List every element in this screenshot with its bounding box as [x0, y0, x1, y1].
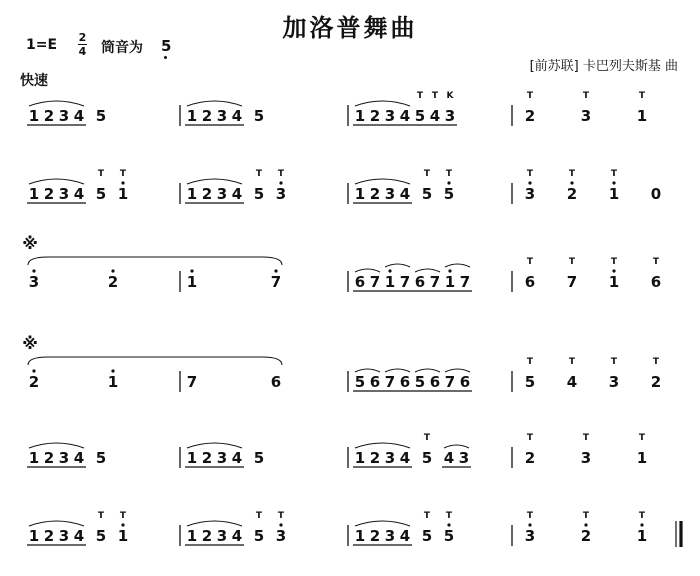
- note: 1: [28, 449, 40, 467]
- note: 3: [275, 527, 287, 545]
- note: 4: [399, 107, 411, 125]
- slur: [355, 269, 380, 272]
- note: 1: [354, 107, 366, 125]
- note: 1: [117, 527, 129, 545]
- slur: [444, 445, 469, 448]
- tonguing-mark: T: [277, 169, 285, 179]
- tonguing-mark: T: [568, 257, 576, 267]
- octave-dot-high: [447, 523, 450, 526]
- tonguing-mark: K: [446, 91, 454, 101]
- note: 4: [399, 449, 411, 467]
- note: 4: [231, 107, 243, 125]
- tonguing-mark: T: [416, 91, 424, 101]
- tonguing-mark: T: [526, 91, 534, 101]
- slur: [445, 264, 470, 267]
- note: 1: [186, 107, 198, 125]
- note: 3: [444, 107, 456, 125]
- note: 1: [186, 449, 198, 467]
- octave-dot-high: [612, 269, 615, 272]
- segno-sign: ※: [22, 334, 38, 353]
- octave-dot-high: [612, 181, 615, 184]
- note: 3: [458, 449, 470, 467]
- note: 6: [354, 273, 366, 291]
- note: 3: [216, 107, 228, 125]
- key-signature: 1=E: [26, 37, 58, 53]
- note: 3: [580, 449, 592, 467]
- octave-dot-high: [279, 523, 282, 526]
- time-signature-numerator: 2: [78, 31, 87, 44]
- note: 3: [384, 107, 396, 125]
- note: 3: [216, 527, 228, 545]
- octave-dot-high: [32, 269, 35, 272]
- tonguing-mark: T: [582, 91, 590, 101]
- octave-dot-high: [111, 369, 114, 372]
- octave-dot-high: [121, 181, 124, 184]
- slur: [187, 179, 242, 184]
- tempo-marking: 快速: [20, 73, 48, 89]
- note: 4: [73, 107, 85, 125]
- tonguing-mark: T: [526, 511, 534, 521]
- note: 6: [650, 273, 662, 291]
- octave-dot-high: [279, 181, 282, 184]
- note: 4: [231, 449, 243, 467]
- slur: [29, 179, 84, 184]
- tone-label: 筒音为: [101, 40, 143, 56]
- note: 5: [443, 185, 455, 203]
- note: 4: [73, 527, 85, 545]
- note: 3: [580, 107, 592, 125]
- note: 5: [414, 373, 426, 391]
- note: 3: [58, 449, 70, 467]
- note: 1: [354, 449, 366, 467]
- note: 1: [28, 527, 40, 545]
- segno-sign: ※: [22, 234, 38, 253]
- note: 6: [429, 373, 441, 391]
- tonguing-mark: T: [582, 433, 590, 443]
- note: 2: [524, 107, 536, 125]
- note: 3: [524, 527, 536, 545]
- slur: [29, 101, 84, 106]
- note: 5: [253, 185, 265, 203]
- note: 5: [421, 527, 433, 545]
- tonguing-mark: T: [526, 257, 534, 267]
- octave-dot-high: [570, 181, 573, 184]
- note: 7: [384, 373, 396, 391]
- note: 1: [384, 273, 396, 291]
- octave-dot-high: [640, 523, 643, 526]
- octave-dot-high: [448, 269, 451, 272]
- tonguing-mark: T: [445, 169, 453, 179]
- octave-dot-high: [32, 369, 35, 372]
- note: 6: [270, 373, 282, 391]
- note: 2: [369, 107, 381, 125]
- note: 7: [270, 273, 282, 291]
- tonguing-mark: T: [610, 257, 618, 267]
- note: 1: [186, 273, 198, 291]
- note: 2: [43, 107, 55, 125]
- note: 1: [636, 107, 648, 125]
- note: 5: [421, 449, 433, 467]
- note: 2: [369, 527, 381, 545]
- note: 3: [216, 449, 228, 467]
- note: 2: [566, 185, 578, 203]
- note: 1: [444, 273, 456, 291]
- note: 2: [201, 185, 213, 203]
- note: 2: [580, 527, 592, 545]
- note: 3: [216, 185, 228, 203]
- time-signature-denominator: 4: [78, 45, 87, 58]
- note: 0: [650, 185, 662, 203]
- tonguing-mark: T: [97, 511, 105, 521]
- tonguing-mark: T: [568, 169, 576, 179]
- note: 5: [443, 527, 455, 545]
- note: 5: [253, 449, 265, 467]
- tonguing-mark: T: [610, 357, 618, 367]
- note: 1: [636, 449, 648, 467]
- note: 2: [43, 449, 55, 467]
- note: 7: [186, 373, 198, 391]
- note: 4: [231, 527, 243, 545]
- tonguing-mark: T: [638, 511, 646, 521]
- note: 5: [421, 185, 433, 203]
- tonguing-mark: T: [638, 91, 646, 101]
- octave-dot-high: [388, 269, 391, 272]
- note: 2: [43, 527, 55, 545]
- slur: [187, 101, 242, 106]
- note: 6: [369, 373, 381, 391]
- tonguing-mark: T: [255, 511, 263, 521]
- octave-dot-high: [528, 181, 531, 184]
- note: 3: [58, 527, 70, 545]
- octave-dot-high: [111, 269, 114, 272]
- note: 1: [354, 527, 366, 545]
- note: 7: [399, 273, 411, 291]
- tonguing-mark: T: [610, 169, 618, 179]
- note: 4: [399, 527, 411, 545]
- tonguing-mark: T: [431, 91, 439, 101]
- slur: [385, 369, 410, 372]
- note: 4: [231, 185, 243, 203]
- note: 3: [28, 273, 40, 291]
- note: 4: [429, 107, 441, 125]
- slur: [445, 369, 470, 372]
- note: 2: [369, 185, 381, 203]
- note: 1: [608, 185, 620, 203]
- note: 2: [201, 527, 213, 545]
- note: 2: [201, 449, 213, 467]
- note: 5: [524, 373, 536, 391]
- tonguing-mark: T: [526, 169, 534, 179]
- note: 3: [384, 185, 396, 203]
- note: 2: [369, 449, 381, 467]
- slur: [187, 521, 242, 526]
- tonguing-mark: T: [97, 169, 105, 179]
- tonguing-mark: T: [277, 511, 285, 521]
- note: 2: [201, 107, 213, 125]
- note: 6: [524, 273, 536, 291]
- note: 1: [117, 185, 129, 203]
- note: 1: [636, 527, 648, 545]
- octave-dot-high: [274, 269, 277, 272]
- note: 2: [650, 373, 662, 391]
- octave-dot-high: [121, 523, 124, 526]
- slur: [355, 179, 410, 184]
- note: 3: [524, 185, 536, 203]
- note: 5: [95, 449, 107, 467]
- note: 6: [414, 273, 426, 291]
- long-slur: [28, 257, 282, 265]
- tonguing-mark: T: [526, 433, 534, 443]
- note: 3: [608, 373, 620, 391]
- tone-note: 5: [161, 37, 172, 55]
- note: 4: [73, 449, 85, 467]
- octave-dot-high: [584, 523, 587, 526]
- note: 3: [275, 185, 287, 203]
- tonguing-mark: T: [255, 169, 263, 179]
- tonguing-mark: T: [423, 169, 431, 179]
- note: 7: [444, 373, 456, 391]
- note: 1: [608, 273, 620, 291]
- note: 4: [566, 373, 578, 391]
- note: 2: [28, 373, 40, 391]
- slur: [355, 369, 380, 372]
- note: 3: [384, 449, 396, 467]
- note: 3: [384, 527, 396, 545]
- tonguing-mark: T: [119, 169, 127, 179]
- note: 5: [253, 527, 265, 545]
- note: 1: [107, 373, 119, 391]
- tonguing-mark: T: [638, 433, 646, 443]
- long-slur: [28, 357, 282, 365]
- tonguing-mark: T: [652, 257, 660, 267]
- slur: [415, 269, 440, 272]
- note: 6: [459, 373, 471, 391]
- note: 2: [107, 273, 119, 291]
- slur: [29, 521, 84, 526]
- note: 5: [253, 107, 265, 125]
- slur: [415, 369, 440, 372]
- note: 1: [354, 185, 366, 203]
- score-title: 加洛普舞曲: [282, 13, 418, 42]
- slur: [29, 443, 84, 448]
- composer-credit: [前苏联] 卡巴列夫斯基 曲: [529, 59, 678, 74]
- note: 7: [459, 273, 471, 291]
- note: 5: [414, 107, 426, 125]
- octave-dot-high: [528, 523, 531, 526]
- slur: [187, 443, 242, 448]
- slur: [385, 264, 410, 267]
- tonguing-mark: T: [423, 433, 431, 443]
- tonguing-mark: T: [119, 511, 127, 521]
- octave-dot-high: [447, 181, 450, 184]
- note: 4: [443, 449, 455, 467]
- note: 4: [73, 185, 85, 203]
- note: 3: [58, 185, 70, 203]
- tonguing-mark: T: [568, 357, 576, 367]
- slur: [355, 521, 410, 526]
- note: 5: [95, 107, 107, 125]
- note: 1: [28, 107, 40, 125]
- note: 7: [429, 273, 441, 291]
- tonguing-mark: T: [445, 511, 453, 521]
- note: 2: [43, 185, 55, 203]
- note: 7: [566, 273, 578, 291]
- slur: [355, 443, 410, 448]
- note: 4: [399, 185, 411, 203]
- note: 5: [354, 373, 366, 391]
- note: 1: [186, 185, 198, 203]
- tonguing-mark: T: [582, 511, 590, 521]
- octave-dot-high: [190, 269, 193, 272]
- tonguing-mark: T: [423, 511, 431, 521]
- tonguing-mark: T: [526, 357, 534, 367]
- note: 2: [524, 449, 536, 467]
- note: 3: [58, 107, 70, 125]
- slur: [355, 101, 410, 106]
- note: 5: [95, 527, 107, 545]
- note: 7: [369, 273, 381, 291]
- note: 1: [186, 527, 198, 545]
- note: 6: [399, 373, 411, 391]
- note: 1: [28, 185, 40, 203]
- note: 5: [95, 185, 107, 203]
- tonguing-mark: T: [652, 357, 660, 367]
